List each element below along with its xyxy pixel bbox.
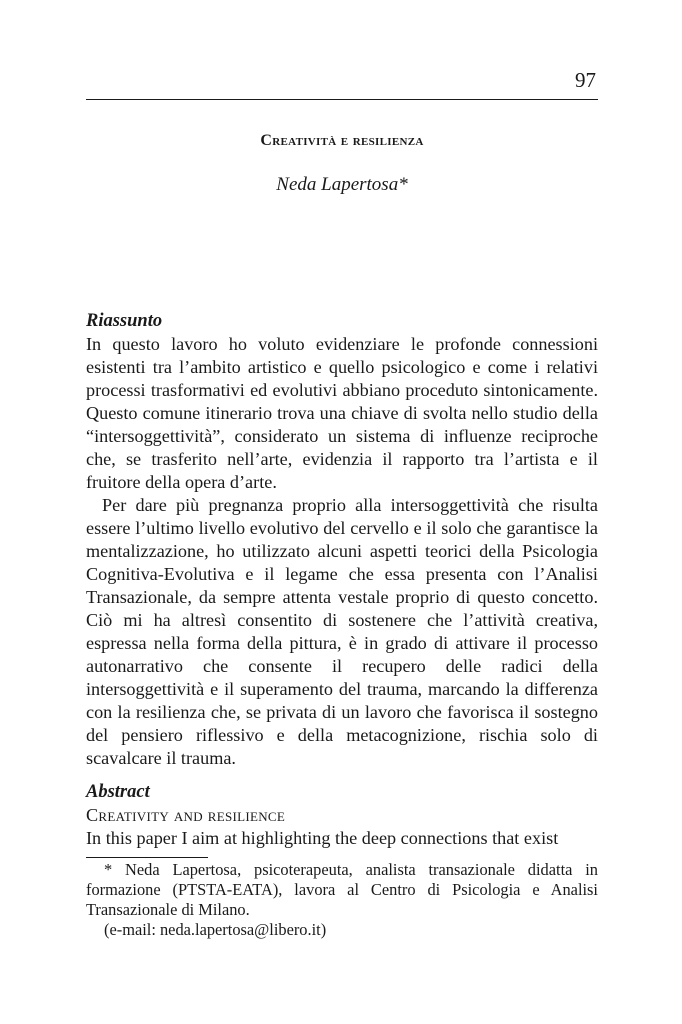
- riassunto-paragraph-1: In questo lavoro ho voluto evidenziare le profonde connessioni esistenti tra l’ambito artistico e quello psicologico e come i relativi processi trasformativi ed evolutivi abbiano proceduto sintonicamente. Questo comune itinerario trova una chiave di svolta nello studio della “intersoggettività”, considerato un sistema di influenze reciproche che, se trasferito nell’arte, evidenzia il rapporto tra l’artista e il fruitore della opera d’arte.: [86, 334, 598, 492]
- riassunto-section: [86, 310, 598, 770]
- footnote-rule: [86, 857, 208, 858]
- abstract-subtitle: Creativity and resilience: [86, 805, 286, 825]
- article-title: Creatività e resilienza: [260, 132, 424, 149]
- footnote: [86, 860, 598, 940]
- page-number: 97: [575, 68, 596, 92]
- riassunto-paragraph-2: Per dare più pregnanza proprio alla intersoggettività che risulta essere l’ultimo livello evolutivo del cervello e il solo che garantisce la mentalizzazione, ho utilizzato alcuni aspetti teorici della Psicologia Cognitiva-Evolutiva e il legame che essa presenta con l’Analisi Transazionale, da sempre attenta vestale proprio di questo concetto. Ciò mi ha altresì consentito di sostenere che l’attività creativa, espressa nella forma della pittura, è in grado di attivare il processo autonarrativo che consente il recupero delle radici della intersoggettività e il superamento del trauma, marcando la differenza con la resilienza che, se privata di un lavoro che favorisca il sostegno del pensiero riflessivo e della metacognizione, rischia solo di scavalcare il trauma.: [86, 495, 598, 768]
- abstract-paragraph-1: In this paper I aim at highlighting the deep connections that exist: [86, 828, 559, 848]
- footnote-email: (e-mail: neda.lapertosa@libero.it): [104, 920, 327, 939]
- riassunto-heading: Riassunto: [86, 311, 163, 331]
- article-author: Neda Lapertosa*: [276, 174, 408, 195]
- footnote-text: * Neda Lapertosa, psicoterapeuta, analista transazionale didatta in formazione (PTSTA-EATA), lavora al Centro di Psicologia e Analisi Transazionale di Milano.: [86, 860, 598, 919]
- abstract-section: [86, 781, 598, 850]
- abstract-heading: Abstract: [86, 782, 150, 802]
- header-rule: [86, 99, 598, 100]
